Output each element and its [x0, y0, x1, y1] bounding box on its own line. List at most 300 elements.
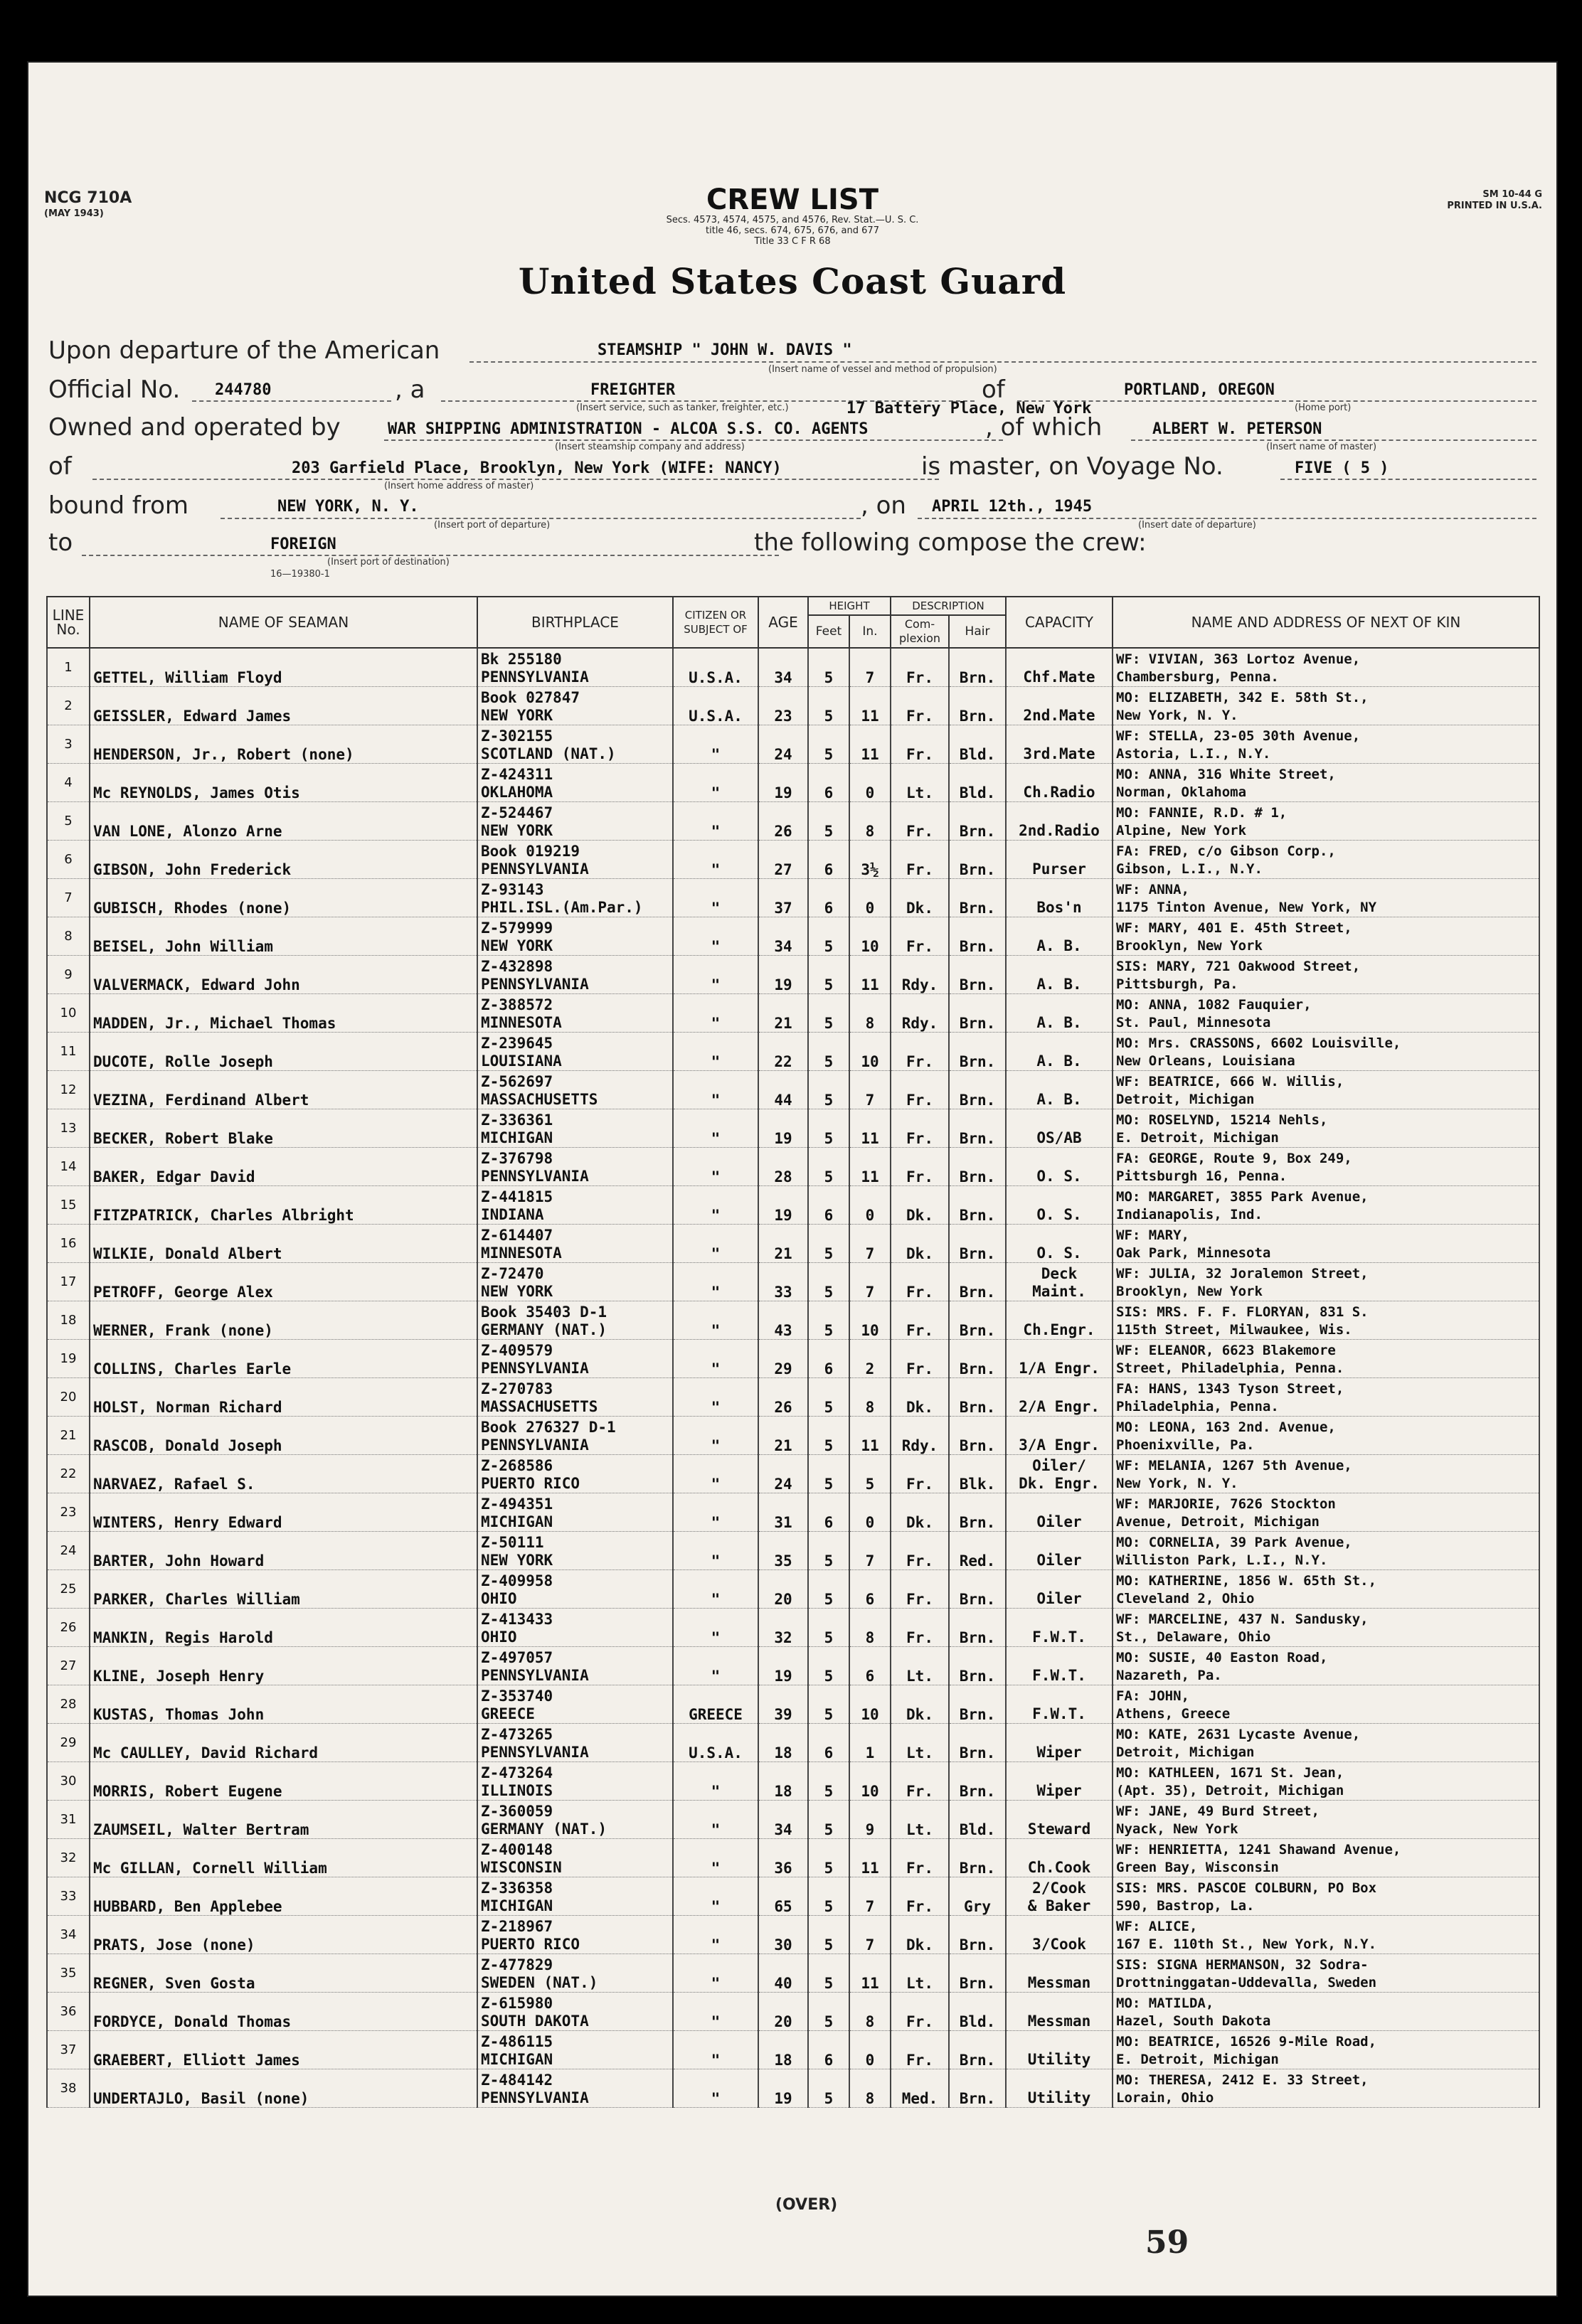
hair-color: Brn.	[949, 1609, 1006, 1647]
capacity-text: Wiper	[1036, 1744, 1082, 1761]
height-feet: 5	[808, 1685, 849, 1724]
height-inches: 11	[849, 687, 891, 725]
birthplace	[477, 1609, 673, 1647]
height-inches: 0	[849, 764, 891, 802]
complexion: Rdy.	[891, 994, 949, 1033]
citizenship: "	[673, 1993, 758, 2031]
age: 31	[758, 1493, 808, 1532]
certificate-number: Z-614407	[481, 1227, 553, 1244]
capacity-text: F.W.T.	[1032, 1629, 1086, 1646]
certificate-number: Z-353740	[481, 1688, 553, 1705]
line-number: 35	[47, 1954, 90, 1993]
line-number: 19	[47, 1340, 90, 1378]
certificate-number: Bk 255180	[481, 651, 562, 668]
certificate-number: Z-562697	[481, 1073, 553, 1090]
label-official-no: Official No.	[48, 375, 181, 404]
capacity	[1006, 1109, 1113, 1148]
next-of-kin	[1113, 1033, 1539, 1071]
over-note: (OVER)	[775, 2196, 838, 2214]
next-of-kin	[1113, 917, 1539, 956]
caption-departure-port: (Insert port of departure)	[434, 520, 551, 531]
seaman-name: PARKER, Charles William	[90, 1570, 477, 1609]
citizenship: "	[673, 2031, 758, 2069]
complexion: Dk.	[891, 1186, 949, 1225]
capacity	[1006, 1801, 1113, 1839]
height-inches: 10	[849, 1762, 891, 1801]
line-number: 30	[47, 1762, 90, 1801]
birthplace-text: OHIO	[481, 1590, 517, 1607]
statute-line-3: Title 33 C F R 68	[754, 236, 831, 247]
kin-line-2: Avenue, Detroit, Michigan	[1116, 1514, 1320, 1530]
birthplace-text: PENNSYLVANIA	[481, 1436, 589, 1454]
kin-line-2: New York, N. Y.	[1116, 708, 1238, 723]
capacity-text: A. B.	[1036, 1052, 1082, 1070]
birthplace	[477, 1301, 673, 1340]
kin-line-2: Brooklyn, New York	[1116, 938, 1263, 954]
line-number: 9	[47, 956, 90, 994]
seaman-name: NARVAEZ, Rafael S.	[90, 1455, 477, 1493]
kin-line-1: MO: SUSIE, 40 Easton Road,	[1116, 1650, 1328, 1665]
capacity	[1006, 648, 1113, 687]
table-row	[47, 1455, 1539, 1493]
kin-line-1: MO: KATHLEEN, 1671 St. Jean,	[1116, 1765, 1344, 1781]
age: 19	[758, 764, 808, 802]
kin-line-1: WF: MARY,	[1116, 1227, 1189, 1243]
age: 21	[758, 994, 808, 1033]
crew-rows	[47, 648, 1539, 2108]
seaman-name: FITZPATRICK, Charles Albright	[90, 1186, 477, 1225]
complexion: Dk.	[891, 1378, 949, 1417]
capacity-text: A. B.	[1036, 1091, 1082, 1108]
age: 19	[758, 1186, 808, 1225]
certificate-number: Z-336358	[481, 1880, 553, 1897]
height-feet: 5	[808, 1916, 849, 1954]
kin-line-2: Athens, Greece	[1116, 1706, 1231, 1722]
label-to: to	[48, 528, 73, 557]
capacity	[1006, 879, 1113, 917]
col-hair: Hair	[949, 615, 1006, 648]
age: 28	[758, 1148, 808, 1186]
complexion: Rdy.	[891, 956, 949, 994]
height-feet: 5	[808, 1609, 849, 1647]
age: 19	[758, 2069, 808, 2108]
birthplace-text: SWEDEN (NAT.)	[481, 1974, 598, 1991]
rule	[918, 518, 1536, 519]
citizenship: U.S.A.	[673, 1724, 758, 1762]
certificate-number: Z-400148	[481, 1841, 553, 1858]
line-number: 16	[47, 1225, 90, 1263]
capacity-text: F.W.T.	[1032, 1705, 1086, 1722]
height-inches: 10	[849, 1033, 891, 1071]
age: 37	[758, 879, 808, 917]
capacity	[1006, 1186, 1113, 1225]
birthplace	[477, 1954, 673, 1993]
birthplace-text: MICHIGAN	[481, 1129, 553, 1146]
citizenship: "	[673, 1148, 758, 1186]
citizenship: "	[673, 725, 758, 764]
capacity-text: Utility	[1027, 2051, 1091, 2068]
age: 23	[758, 687, 808, 725]
age: 30	[758, 1916, 808, 1954]
citizenship: "	[673, 764, 758, 802]
citizenship: "	[673, 1954, 758, 1993]
complexion: Dk.	[891, 1685, 949, 1724]
birthplace-text: PENNSYLVANIA	[481, 1360, 589, 1377]
complexion: Rdy.	[891, 1417, 949, 1455]
kin-line-2: Green Bay, Wisconsin	[1116, 1860, 1279, 1875]
table-row	[47, 1570, 1539, 1609]
height-feet: 5	[808, 1417, 849, 1455]
age: 43	[758, 1301, 808, 1340]
height-inches: 0	[849, 2031, 891, 2069]
capacity	[1006, 1493, 1113, 1532]
master-name: ALBERT W. PETERSON	[1152, 420, 1322, 438]
birthplace	[477, 648, 673, 687]
hair-color: Bld.	[949, 725, 1006, 764]
certificate-number: Z-579999	[481, 920, 553, 937]
label-bound: bound from	[48, 491, 189, 520]
citizenship: "	[673, 1301, 758, 1340]
birthplace	[477, 1493, 673, 1532]
next-of-kin	[1113, 1186, 1539, 1225]
height-inches: 11	[849, 956, 891, 994]
rule	[1280, 479, 1536, 480]
age: 39	[758, 1685, 808, 1724]
capacity-text: Ch.Cook	[1027, 1859, 1091, 1876]
col-name: NAME OF SEAMAN	[90, 597, 477, 648]
complexion: Fr.	[891, 1033, 949, 1071]
citizenship: "	[673, 1071, 758, 1109]
birthplace	[477, 1993, 673, 2031]
table-row	[47, 1148, 1539, 1186]
seaman-name: ZAUMSEIL, Walter Bertram	[90, 1801, 477, 1839]
col-citizen: CITIZEN OR SUBJECT OF	[673, 597, 758, 648]
col-complexion: Com- plexion	[891, 615, 949, 648]
capacity	[1006, 725, 1113, 764]
company-name: WAR SHIPPING ADMINISTRATION - ALCOA S.S. CO. AGENTS	[388, 420, 869, 438]
capacity	[1006, 841, 1113, 879]
caption-master-address: (Insert home address of master)	[384, 481, 534, 491]
height-inches: 10	[849, 917, 891, 956]
hair-color: Brn.	[949, 956, 1006, 994]
height-inches: 8	[849, 1609, 891, 1647]
height-feet: 5	[808, 1263, 849, 1301]
col-description: DESCRIPTION	[891, 597, 1006, 615]
hair-color: Brn.	[949, 2031, 1006, 2069]
certificate-number: Z-615980	[481, 1995, 553, 2012]
birthplace-text: PUERTO RICO	[481, 1936, 580, 1953]
hair-color: Brn.	[949, 1340, 1006, 1378]
complexion: Fr.	[891, 1570, 949, 1609]
hair-color: Brn.	[949, 1301, 1006, 1340]
birthplace	[477, 1839, 673, 1877]
capacity	[1006, 1877, 1113, 1916]
kin-line-1: WF: JULIA, 32 Joralemon Street,	[1116, 1266, 1369, 1281]
citizenship: "	[673, 1762, 758, 1801]
kin-line-1: MO: FANNIE, R.D. # 1,	[1116, 805, 1288, 821]
height-feet: 5	[808, 725, 849, 764]
kin-line-2: 590, Bastrop, La.	[1116, 1898, 1255, 1914]
birthplace	[477, 1186, 673, 1225]
age: 18	[758, 1724, 808, 1762]
kin-line-2: Chambersburg, Penna.	[1116, 669, 1279, 685]
capacity-text: Ch.Radio	[1023, 784, 1095, 801]
next-of-kin	[1113, 764, 1539, 802]
age: 32	[758, 1609, 808, 1647]
line-number: 32	[47, 1839, 90, 1877]
citizenship: "	[673, 1225, 758, 1263]
birthplace-text: MASSACHUSETTS	[481, 1091, 598, 1108]
hair-color: Gry	[949, 1877, 1006, 1916]
complexion: Fr.	[891, 1877, 949, 1916]
complexion: Fr.	[891, 2031, 949, 2069]
hair-color: Blk.	[949, 1455, 1006, 1493]
kin-line-1: MO: KATE, 2631 Lycaste Avenue,	[1116, 1727, 1361, 1742]
hair-color: Brn.	[949, 1570, 1006, 1609]
capacity-text: Utility	[1027, 2089, 1091, 2106]
hair-color: Brn.	[949, 1724, 1006, 1762]
height-feet: 5	[808, 1148, 849, 1186]
seaman-name: WERNER, Frank (none)	[90, 1301, 477, 1340]
line-number: 4	[47, 764, 90, 802]
capacity	[1006, 764, 1113, 802]
height-inches: 1	[849, 1724, 891, 1762]
certificate-number: Z-524467	[481, 804, 553, 821]
next-of-kin	[1113, 879, 1539, 917]
line-number: 20	[47, 1378, 90, 1417]
capacity	[1006, 1148, 1113, 1186]
kin-line-2: Philadelphia, Penna.	[1116, 1399, 1279, 1414]
height-feet: 6	[808, 1340, 849, 1378]
birthplace	[477, 1417, 673, 1455]
kin-line-1: WF: BEATRICE, 666 W. Willis,	[1116, 1074, 1344, 1089]
height-inches: 7	[849, 1225, 891, 1263]
capacity	[1006, 994, 1113, 1033]
height-inches: 2	[849, 1340, 891, 1378]
age: 19	[758, 1647, 808, 1685]
kin-line-1: MO: ANNA, 316 White Street,	[1116, 767, 1336, 782]
certificate-number: Z-494351	[481, 1496, 553, 1513]
birthplace-text: MASSACHUSETTS	[481, 1398, 598, 1415]
height-feet: 5	[808, 1993, 849, 2031]
line-number: 24	[47, 1532, 90, 1570]
kin-line-1: MO: ELIZABETH, 342 E. 58th St.,	[1116, 690, 1369, 705]
height-feet: 5	[808, 1877, 849, 1916]
rule	[82, 555, 779, 556]
certificate-number: Z-72470	[481, 1265, 544, 1282]
certificate-number: Z-473265	[481, 1726, 553, 1743]
kin-line-1: MO: ROSELYND, 15214 Nehls,	[1116, 1112, 1328, 1128]
citizenship: U.S.A.	[673, 648, 758, 687]
kin-line-2: Nyack, New York	[1116, 1821, 1238, 1837]
line-number: 10	[47, 994, 90, 1033]
capacity-text: Messman	[1027, 1974, 1091, 1991]
citizenship: "	[673, 1263, 758, 1301]
height-feet: 5	[808, 802, 849, 841]
kin-line-1: SIS: MRS. PASCOE COLBURN, PO Box	[1116, 1880, 1377, 1896]
table-row	[47, 956, 1539, 994]
kin-line-1: MO: CORNELIA, 39 Park Avenue,	[1116, 1535, 1352, 1550]
birthplace	[477, 2031, 673, 2069]
capacity	[1006, 1839, 1113, 1877]
hair-color: Brn.	[949, 1071, 1006, 1109]
statute-line-1: Secs. 4573, 4574, 4575, and 4576, Rev. Stat.—U. S. C.	[666, 215, 919, 225]
capacity	[1006, 1225, 1113, 1263]
kin-line-1: WF: VIVIAN, 363 Lortoz Avenue,	[1116, 651, 1361, 667]
citizenship: GREECE	[673, 1685, 758, 1724]
seaman-name: PRATS, Jose (none)	[90, 1916, 477, 1954]
line-number: 11	[47, 1033, 90, 1071]
table-row	[47, 1225, 1539, 1263]
birthplace-text: PENNSYLVANIA	[481, 976, 589, 993]
table-row	[47, 1839, 1539, 1877]
complexion: Fr.	[891, 1993, 949, 2031]
vessel-service: FREIGHTER	[590, 381, 676, 399]
kin-line-2: 167 E. 110th St., New York, N.Y.	[1116, 1936, 1377, 1952]
birthplace	[477, 1647, 673, 1685]
hair-color: Brn.	[949, 1186, 1006, 1225]
capacity	[1006, 1916, 1113, 1954]
kin-line-1: WF: MELANIA, 1267 5th Avenue,	[1116, 1458, 1352, 1473]
hair-color: Brn.	[949, 2069, 1006, 2108]
caption-home-port: (Home port)	[1295, 403, 1352, 413]
next-of-kin	[1113, 725, 1539, 764]
birthplace	[477, 1685, 673, 1724]
age: 29	[758, 1340, 808, 1378]
age: 20	[758, 1570, 808, 1609]
kin-line-1: WF: MARY, 401 E. 45th Street,	[1116, 920, 1352, 936]
birthplace	[477, 725, 673, 764]
col-capacity: CAPACITY	[1006, 597, 1113, 648]
capacity-text: Oiler	[1036, 1552, 1082, 1569]
kin-line-2: Detroit, Michigan	[1116, 1744, 1255, 1760]
table-row	[47, 764, 1539, 802]
capacity-text: OS/AB	[1036, 1129, 1082, 1146]
complexion: Fr.	[891, 1532, 949, 1570]
capacity	[1006, 956, 1113, 994]
height-inches: 11	[849, 725, 891, 764]
birthplace	[477, 879, 673, 917]
table-row	[47, 1532, 1539, 1570]
age: 24	[758, 1455, 808, 1493]
caption-destination: (Insert port of destination)	[327, 557, 450, 567]
capacity-text: Wiper	[1036, 1782, 1082, 1799]
next-of-kin	[1113, 994, 1539, 1033]
seaman-name: REGNER, Sven Gosta	[90, 1954, 477, 1993]
citizenship: "	[673, 1455, 758, 1493]
citizenship: "	[673, 841, 758, 879]
height-inches: 10	[849, 1301, 891, 1340]
kin-line-1: WF: MARCELINE, 437 N. Sandusky,	[1116, 1611, 1369, 1627]
capacity-text: Ch.Engr.	[1023, 1321, 1095, 1338]
table-header	[47, 597, 1539, 648]
birthplace	[477, 1801, 673, 1839]
hair-color: Brn.	[949, 1109, 1006, 1148]
col-age: AGE	[758, 597, 808, 648]
birthplace-text: PENNSYLVANIA	[481, 860, 589, 878]
seaman-name: HOLST, Norman Richard	[90, 1378, 477, 1417]
seaman-name: MANKIN, Regis Harold	[90, 1609, 477, 1647]
birthplace	[477, 1340, 673, 1378]
height-inches: 5	[849, 1455, 891, 1493]
age: 18	[758, 1762, 808, 1801]
capacity-text: A. B.	[1036, 1014, 1082, 1031]
height-inches: 7	[849, 1071, 891, 1109]
kin-line-2: (Apt. 35), Detroit, Michigan	[1116, 1783, 1344, 1798]
hair-color: Bld.	[949, 764, 1006, 802]
certificate-number: Z-302155	[481, 727, 553, 745]
capacity-text: 3/A Engr.	[1019, 1436, 1100, 1454]
capacity-text-2: & Baker	[1027, 1897, 1091, 1914]
birthplace	[477, 1916, 673, 1954]
age: 21	[758, 1417, 808, 1455]
birthplace-text: PENNSYLVANIA	[481, 1168, 589, 1185]
height-inches: 0	[849, 1493, 891, 1532]
next-of-kin	[1113, 1225, 1539, 1263]
birthplace-text: PHIL.ISL.(Am.Par.)	[481, 899, 643, 916]
birthplace-text: OKLAHOMA	[481, 784, 553, 801]
table-row	[47, 648, 1539, 687]
table-row	[47, 1877, 1539, 1916]
kin-line-2: Drottninggatan-Uddevalla, Sweden	[1116, 1975, 1377, 1990]
citizenship: "	[673, 956, 758, 994]
table-row	[47, 1993, 1539, 2031]
birthplace	[477, 1762, 673, 1801]
hair-color: Brn.	[949, 1225, 1006, 1263]
kin-line-1: SIS: SIGNA HERMANSON, 32 Sodra-	[1116, 1957, 1369, 1973]
line-number: 36	[47, 1993, 90, 2031]
departure-date: APRIL 12th., 1945	[932, 498, 1093, 516]
kin-line-1: FA: JOHN,	[1116, 1688, 1189, 1704]
citizenship: "	[673, 1877, 758, 1916]
table-row	[47, 1954, 1539, 1993]
complexion: Dk.	[891, 1225, 949, 1263]
height-inches: 7	[849, 1916, 891, 1954]
next-of-kin	[1113, 1954, 1539, 1993]
complexion: Fr.	[891, 687, 949, 725]
departure-port: NEW YORK, N. Y.	[277, 498, 419, 516]
kin-line-1: MO: BEATRICE, 16526 9-Mile Road,	[1116, 2034, 1377, 2050]
birthplace	[477, 1532, 673, 1570]
caption-service: (Insert service, such as tanker, freighter, etc.)	[576, 403, 789, 413]
label-of-2: of	[48, 452, 72, 481]
kin-line-2: 1175 Tinton Avenue, New York, NY	[1116, 900, 1377, 915]
birthplace-text: MICHIGAN	[481, 1513, 553, 1530]
citizenship: "	[673, 1109, 758, 1148]
hair-color: Brn.	[949, 1647, 1006, 1685]
capacity	[1006, 1724, 1113, 1762]
kin-line-1: MO: ANNA, 1082 Fauquier,	[1116, 997, 1312, 1013]
seaman-name: VALVERMACK, Edward John	[90, 956, 477, 994]
capacity	[1006, 1263, 1113, 1301]
table-row	[47, 1263, 1539, 1301]
capacity	[1006, 1071, 1113, 1109]
height-feet: 5	[808, 1109, 849, 1148]
height-inches: 8	[849, 2069, 891, 2108]
hair-color: Brn.	[949, 1493, 1006, 1532]
birthplace	[477, 1378, 673, 1417]
hair-color: Brn.	[949, 1954, 1006, 1993]
birthplace-text: MINNESOTA	[481, 1244, 562, 1262]
capacity	[1006, 1685, 1113, 1724]
citizenship: "	[673, 879, 758, 917]
birthplace	[477, 1570, 673, 1609]
birthplace	[477, 764, 673, 802]
line-number: 34	[47, 1916, 90, 1954]
line-number: 17	[47, 1263, 90, 1301]
height-inches: 11	[849, 1417, 891, 1455]
birthplace-text: MICHIGAN	[481, 2051, 553, 2068]
